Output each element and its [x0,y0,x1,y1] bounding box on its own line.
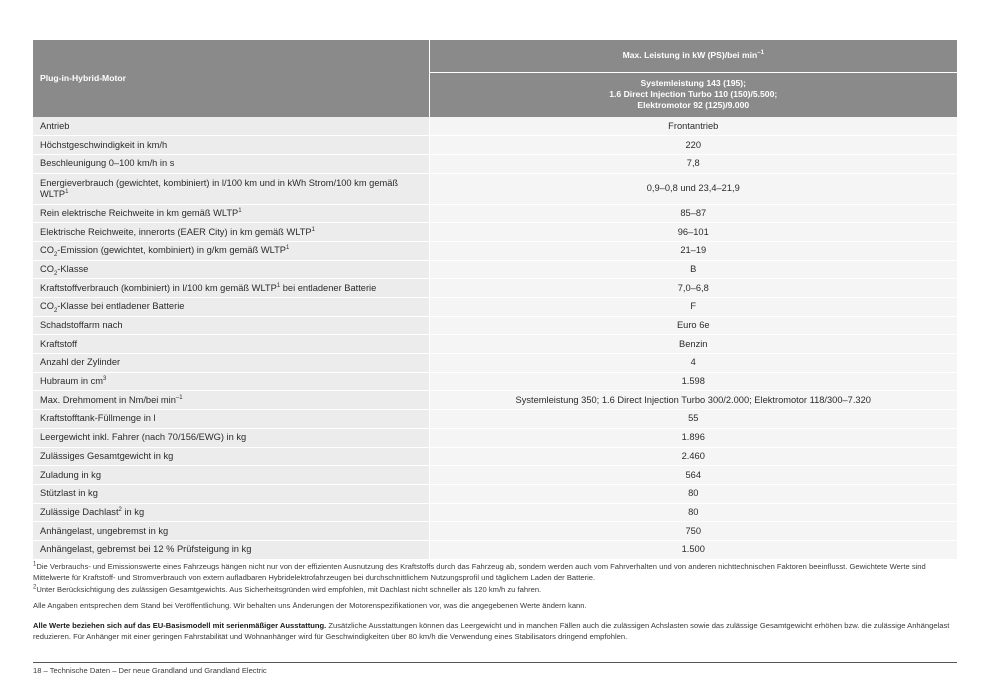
row-value: B [429,260,957,279]
row-value: 564 [429,466,957,485]
row-value: 750 [429,522,957,541]
row-label: Max. Drehmoment in Nm/bei $\min^{-1}$ [33,391,429,410]
table-row [33,223,957,242]
row-label: Kraftstoff [33,335,429,354]
row-label: Höchstgeschwindigkeit in km/h [33,136,429,155]
row-label: Rein elektrische Reichweite in km gemäß WLTP$^1$ [33,204,429,223]
page-footer: 18 – Technische Daten – Der neue Grandland und Grandland Electric [33,666,267,675]
row-value: 7,0–6,8 [429,279,957,298]
table-row [33,173,957,204]
table-row [33,241,957,260]
table-row [33,117,957,136]
table-row [33,154,957,173]
row-label: Kraftstoffverbrauch (kombiniert) in l/100 km gemäß WLTP$^1$ bei entladener Batterie [33,279,429,298]
row-label: Zulässiges Gesamtgewicht in kg [33,447,429,466]
row-value: 4 [429,354,957,373]
row-value: Frontantrieb [429,117,957,136]
table-row [33,372,957,391]
row-value: 85–87 [429,204,957,223]
table-row [33,503,957,522]
row-label: Elektrische Reichweite, innerorts (EAER City) in km gemäß WLTP$^1$ [33,223,429,242]
footer-divider [33,662,957,663]
row-label: Beschleunigung 0–100 km/h in s [33,154,429,173]
row-value: Euro 6e [429,316,957,335]
row-label: Energieverbrauch (gewichtet, kombiniert) in l/100 km und in kWh Strom/100 km gemäß WLTP$^1$ [33,173,429,204]
base-model-note: Alle Werte beziehen sich auf das EU-Basismodell mit serienmäßiger Ausstattung. Zusätzliche Ausstattungen können das Leergewicht und in manchen Fällen auch die zulässigen Achslasten sowie das zulässige Gesamtgewicht erhöhen bzw. die zulässige Anhängelast reduzieren. Für Anhänger mit einer geringen Fahrstabilität und Wohnanhänger wird für Geschwindigkeiten über 80 km/h die Verwendung eines Stabilisators dringend empfohlen. [33,621,950,642]
table-row [33,540,957,559]
row-value: 2.460 [429,447,957,466]
row-label: Kraftstofftank-Füllmenge in l [33,410,429,429]
row-label: Anhängelast, gebremst bei 12 % Prüfsteigung in kg [33,540,429,559]
row-label: Zulässige Dachlast$^2$ in kg [33,503,429,522]
table-row [33,391,957,410]
table-row [33,298,957,317]
row-label: Antrieb [33,117,429,136]
spec-table [33,40,957,560]
table-row [33,316,957,335]
table-row [33,260,957,279]
motor-header: Plug-in-Hybrid-Motor [33,40,429,117]
row-label: Anhängelast, ungebremst in kg [33,522,429,541]
row-label: $CO_2$-Klasse bei entladener Batterie [33,298,429,317]
footnote-1: $^1$Die Verbrauchs- und Emissionswerte eines Fahrzeugs hängen nicht nur von der effizienten Ausnutzung des Kraftstoffs durch das Fahrzeug ab, sondern werden auch vom Fahrverhalten und von anderen nichttechnischen Faktoren beeinflusst. Gewichtete Werte sind Mittelwerte für Kraftstoff- und Stromverbrauch von extern aufladbaren Hybridelektrofahrzeugen bei durchschnittlichem Nutzungsprofil und täglichem Laden der Batterie. [33,561,926,583]
row-value: 1.896 [429,428,957,447]
row-value: Benzin [429,335,957,354]
footnote-2: $^2$Unter Berücksichtigung des zulässigen Gesamtgewichts. Aus Sicherheitsgründen wird empfohlen, mit Dachlast nicht schneller als 120 km/h zu fahren. [33,584,542,594]
table-row [33,522,957,541]
table-row [33,447,957,466]
row-value: 1.598 [429,372,957,391]
row-value: 0,9–0,8 und 23,4–21,9 [429,173,957,204]
table-row [33,354,957,373]
table-row [33,428,957,447]
table-row [33,335,957,354]
row-label: $CO_2$-Klasse [33,260,429,279]
row-label: Leergewicht inkl. Fahrer (nach 70/156/EWG) in kg [33,428,429,447]
footnotes [33,561,963,643]
table-row [33,410,957,429]
row-value: Systemleistung 350; 1.6 Direct Injection Turbo 300/2.000; Elektromotor 118/300–7.320 [429,391,957,410]
table-row [33,466,957,485]
disclaimer: Alle Angaben entsprechen dem Stand bei Veröffentlichung. Wir behalten uns Änderungen der Motorenspezifikationen vor, was die angegebenen Werte ändern kann. [33,600,587,610]
row-value: 7,8 [429,154,957,173]
row-value: 220 [429,136,957,155]
row-value: 80 [429,484,957,503]
system-power-header: Systemleistung 143 (195); 1.6 Direct Injection Turbo 110 (150)/5.500; Elektromotor 92 (125)/9.000 [429,72,957,117]
row-label: Anzahl der Zylinder [33,354,429,373]
row-value: 55 [429,410,957,429]
power-header: Max. Leistung in kW (PS)/bei $\min^{-1}$ [429,40,957,72]
row-label: $CO_2$-Emission (gewichtet, kombiniert) in g/km gemäß WLTP$^1$ [33,241,429,260]
row-label: Stützlast in kg [33,484,429,503]
row-label: Schadstoffarm nach [33,316,429,335]
row-label: Hubraum in $cm^3$ [33,372,429,391]
table-row [33,279,957,298]
table-row [33,484,957,503]
table-row [33,204,957,223]
row-value: 80 [429,503,957,522]
row-label: Zuladung in kg [33,466,429,485]
row-value: 96–101 [429,223,957,242]
table-row [33,136,957,155]
row-value: F [429,298,957,317]
row-value: 1.500 [429,540,957,559]
row-value: 21–19 [429,241,957,260]
